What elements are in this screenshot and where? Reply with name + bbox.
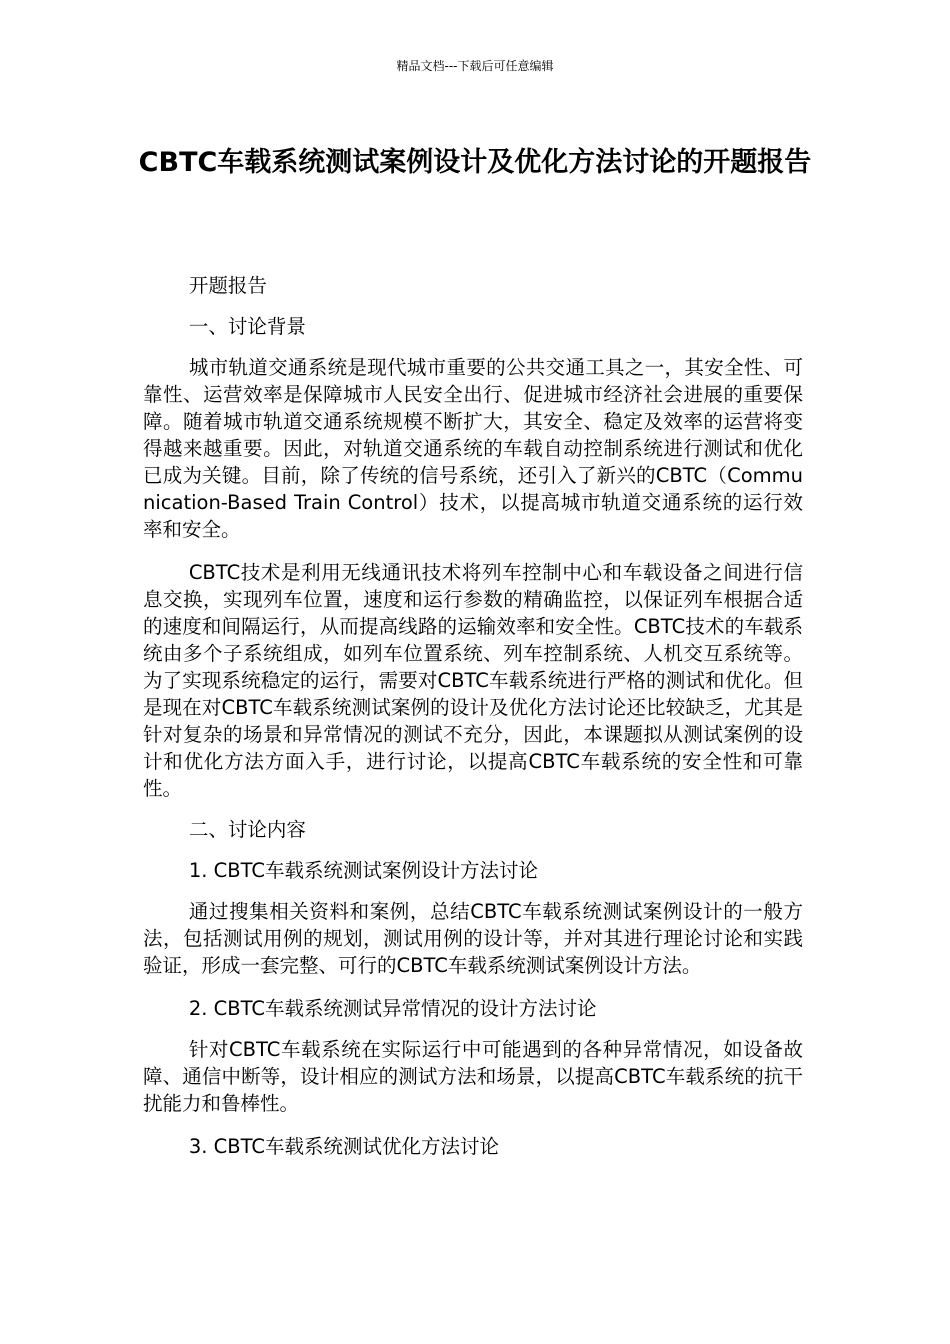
subheading-1: 1. CBTC车载系统测试案例设计方法讨论 — [188, 859, 538, 882]
paragraph-content-2: 针对CBTC车载系统在实际运行中可能遇到的各种异常情况，如设备故障、通信中断等，设计相应的测试方法和场景，以提高CBTC车载系统的抗干扰能力和鲁棒性。 — [143, 1038, 803, 1115]
paragraph-background-1: 城市轨道交通系统是现代城市重要的公共交通工具之一，其安全性、可靠性、运营效率是保障城市人民安全出行、促进城市经济社会进展的重要保障。随着城市轨道交通系统规模不断扩大，其安全、稳定及效率的运营将变得越来越重要。因此，对轨道交通系统的车载自动控制系统进行测试和优化已成为关键。目前，除了传统的信号系统，还引入了新兴的CBTC（Communication-Based Train Control）技术，以提高城市轨道交通系统的运行效率和安全。 — [143, 356, 803, 541]
document-body — [143, 272, 803, 1160]
subheading-3: 3. CBTC车载系统测试优化方法讨论 — [188, 1135, 499, 1158]
subheading-2: 2. CBTC车载系统测试异常情况的设计方法讨论 — [188, 997, 597, 1020]
section-label-proposal: 开题报告 — [188, 274, 267, 297]
document-title: CBTC车载系统测试案例设计及优化方法讨论的开题报告 — [138, 147, 812, 178]
section-heading-content: 二、讨论内容 — [188, 818, 306, 841]
paragraph-background-2: CBTC技术是利用无线通讯技术将列车控制中心和车载设备之间进行信息交换，实现列车位置，速度和运行参数的精确监控，以保证列车根据合适的速度和间隔运行，从而提高线路的运输效率和安全性。CBTC技术的车载系统由多个子系统组成，如列车位置系统、列车控制系统、人机交互系统等。为了实现系统稳定的运行，需要对CBTC车载系统进行严格的测试和优化。但是现在对CBTC车载系统测试案例的设计及优化方法讨论还比较缺乏，尤其是针对复杂的场景和异常情况的测试不充分，因此，本课题拟从测试案例的设计和优化方法方面入手，进行讨论，以提高CBTC车载系统的安全性和可靠性。 — [143, 561, 803, 800]
paragraph-content-1: 通过搜集相关资料和案例，总结CBTC车载系统测试案例设计的一般方法，包括测试用例的规划，测试用例的设计等，并对其进行理论讨论和实践验证，形成一套完整、可行的CBTC车载系统测试案例设计方法。 — [143, 900, 803, 977]
section-heading-background: 一、讨论背景 — [188, 315, 306, 338]
header-note: 精品文档---下载后可任意编辑 — [396, 59, 554, 73]
